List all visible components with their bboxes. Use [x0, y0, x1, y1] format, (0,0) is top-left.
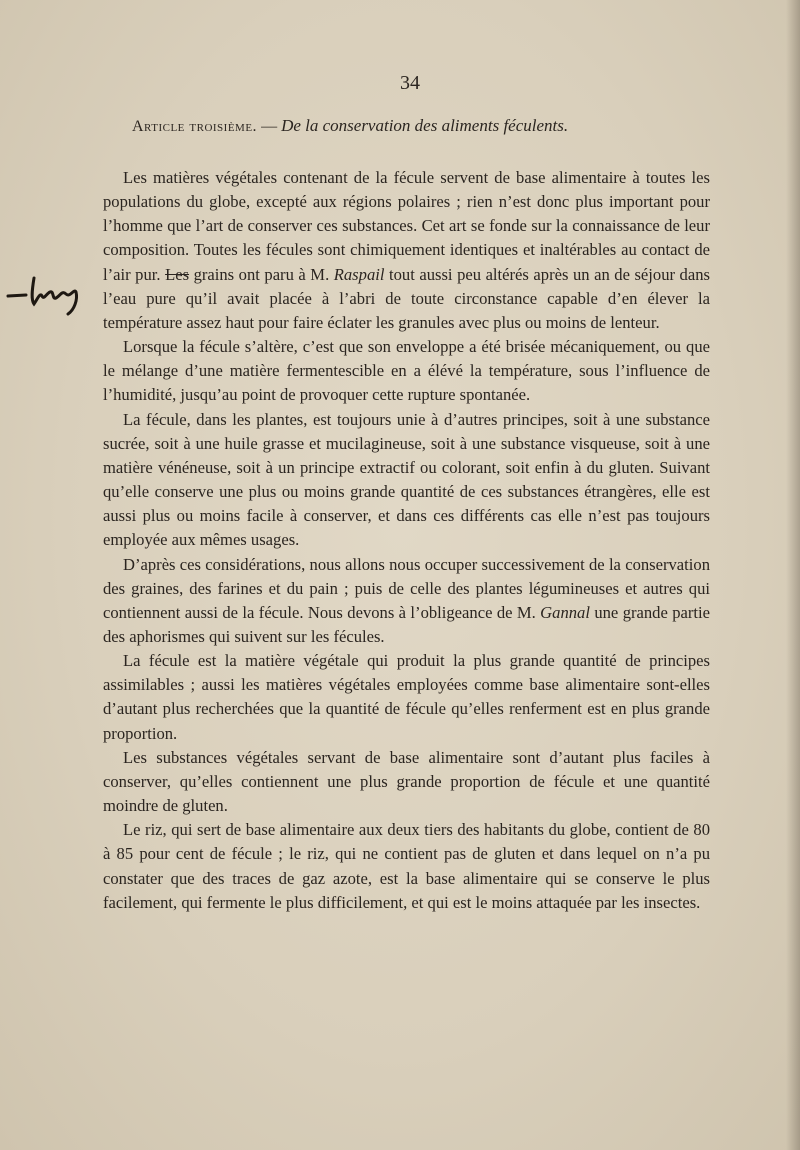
article-heading — [132, 116, 692, 136]
page-number: 34 — [400, 72, 420, 94]
paragraph-4-text: D’après ces considérations, nous allons nous occuper successivement de la conservation des graines, des farines et du pain ; puis de celle des plantes légumineuses et autres qui contiennent aussi de la fécule. Nous devons à l’obligeance de M. — [103, 554, 710, 622]
paragraph-3: La fécule, dans les plantes, est toujours unie à d’autres principes, soit à une substance sucrée, soit à une huile grasse et mucilagineuse, soit à une substance visqueuse, soit à une matière vénéneuse, soit à un principe extractif ou colorant, soit enfin à du gluten. Suivant qu’elle conserve une plus ou moins grande quantité de ces substances étrangères, elle est aussi plus ou moins facile à conserver, et dans ces différents cas elle n’est pas toujours employée aux mêmes usages. — [103, 409, 710, 550]
paragraph-4-rest: une grande partie des aphorismes qui suivent sur les fécules. — [103, 602, 710, 646]
heading-dash: — — [257, 118, 282, 135]
struck-word: Les — [165, 264, 190, 284]
paragraph-1-continued: grains ont paru à M. — [189, 264, 334, 284]
body-text — [103, 166, 710, 915]
paragraph-1-rest: tout aussi peu altérés après un an de séjour dans l’eau pure qu’il avait placée à l’abri de toute circonstance capable d’en élever la température assez haut pour faire éclater les granules avec plus ou moins de lenteur. — [103, 264, 710, 332]
handwritten-mark-icon — [4, 270, 84, 320]
article-title: De la conservation des aliments féculents. — [281, 116, 569, 135]
paragraph-7: Le riz, qui sert de base alimentaire aux deux tiers des habitants du globe, contient de 80 à 85 pour cent de fécule ; le riz, qui ne contient pas de gluten et dans lequel on n’a pu constater que des traces de gaz azote, est la base alimentaire qui se conserve le plus facilement, qui fermente le plus difficilement, et qui est le moins attaquée par les insectes. — [103, 820, 710, 912]
paragraph-1-text: Les matières végétales contenant de la fécule servent de base alimentaire à toutes les populations du globe, excepté aux régions polaires ; rien n’est donc plus important pour l’homme que l’art de conserver ces substances. Cet art se fonde sur la connaissance de leur composition. Toutes les fécules sont chimiquement identiques et inaltérables au contact de l’air pur. — [103, 168, 710, 284]
name-raspail: Raspail — [333, 264, 385, 284]
article-label: Article troisième. — [132, 118, 258, 135]
paragraph-4 — [103, 553, 710, 650]
paragraph-6: Les substances végétales servant de base alimentaire sont d’autant plus faciles à conserver, qu’elles contiennent une plus grande proportion de fécule et une quantité moindre de gluten. — [103, 747, 710, 816]
paragraph-1 — [103, 166, 710, 335]
page-edge-shadow — [786, 0, 800, 1150]
paragraph-2: Lorsque la fécule s’altère, c’est que son enveloppe a été brisée mécaniquement, ou que le mélange d’une matière fermentescible en a élévé la température, sous l’influence de l’humidité, jusqu’au point de provoquer cette rupture spontanée. — [103, 337, 710, 405]
paragraph-5: La fécule est la matière végétale qui produit la plus grande quantité de principes assimilables ; aussi les matières végétales employées comme base alimentaire sont-elles d’autant plus recherchées que la quantité de fécule qu’elles renferment est en plus grande proportion. — [103, 651, 710, 743]
name-gannal: Gannal — [540, 602, 590, 622]
